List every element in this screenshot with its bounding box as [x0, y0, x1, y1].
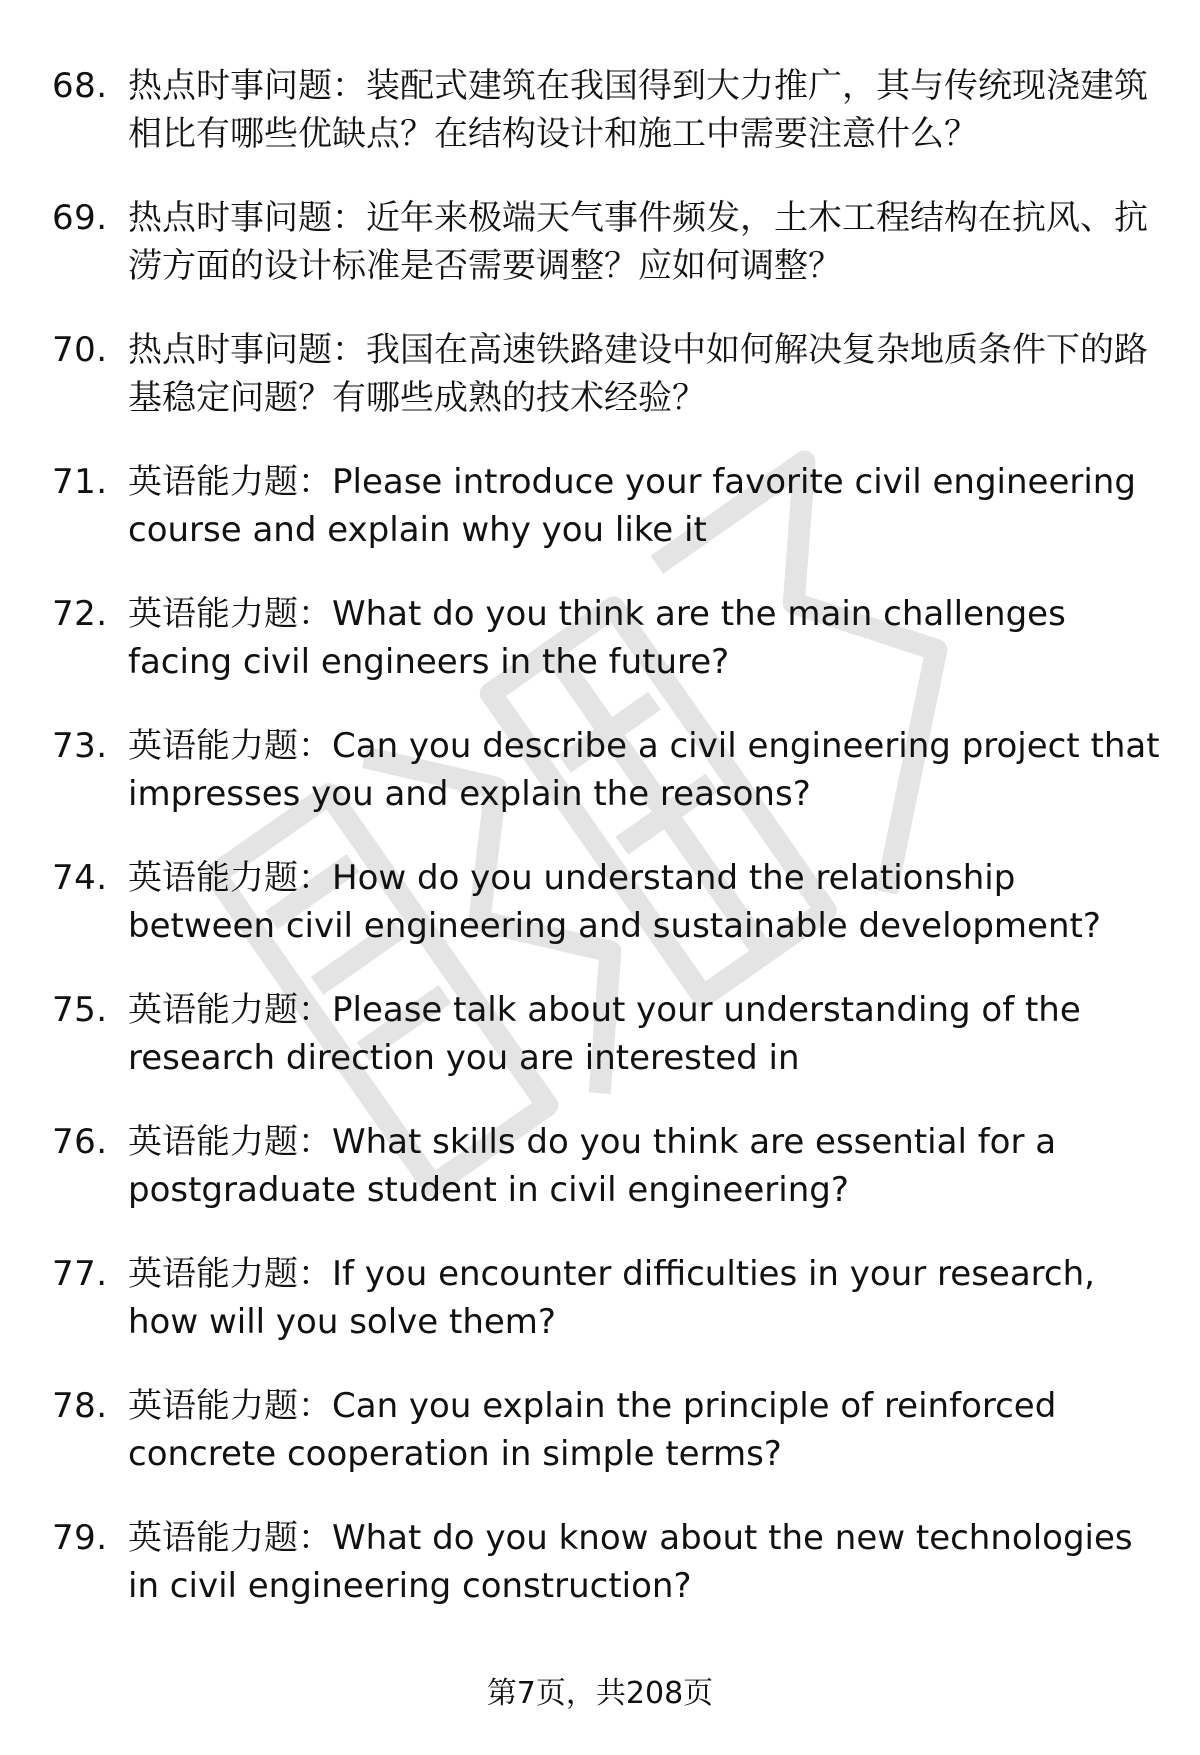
question-text: 热点时事问题：近年来极端天气事件频发，土木工程结构在抗风、抗涝方面的设计标准是否需要调整？应如何调整？ — [128, 198, 1148, 286]
page-footer: 第7页，共208页 — [486, 1676, 714, 1711]
question-number: 78. — [52, 1386, 108, 1426]
question-item — [0, 986, 1200, 1118]
question-number: 68. — [52, 66, 108, 106]
question-item — [0, 194, 1200, 326]
question-item — [0, 722, 1200, 854]
question-text: 英语能力题：What skills do you think are essential for a postgraduate student in civil engineering? — [128, 1122, 1057, 1210]
question-number: 71. — [52, 462, 108, 502]
question-text: 英语能力题：Can you explain the principle of reinforced concrete cooperation in simple terms? — [128, 1386, 1057, 1474]
question-item — [0, 1514, 1200, 1646]
question-text: 英语能力题：If you encounter difficulties in your research, how will you solve them? — [128, 1254, 1095, 1342]
question-text: 英语能力题：How do you understand the relationship between civil engineering and sustainable development? — [128, 858, 1101, 946]
question-number: 74. — [52, 858, 108, 898]
question-text: 热点时事问题：装配式建筑在我国得到大力推广，其与传统现浇建筑相比有哪些优缺点？在结构设计和施工中需要注意什么？ — [128, 66, 1148, 154]
question-text: 英语能力题：Can you describe a civil engineering project that impresses you and explain the reasons? — [128, 726, 1160, 814]
question-text: 英语能力题：Please talk about your understanding of the research direction you are interested in — [128, 990, 1081, 1078]
question-number: 76. — [52, 1122, 108, 1162]
question-item — [0, 590, 1200, 722]
question-item — [0, 1382, 1200, 1514]
question-text: 英语能力题：What do you know about the new technologies in civil engineering construction? — [128, 1518, 1133, 1606]
question-text: 热点时事问题：我国在高速铁路建设中如何解决复杂地质条件下的路基稳定问题？有哪些成熟的技术经验？ — [128, 330, 1148, 418]
question-number: 75. — [52, 990, 108, 1030]
question-number: 79. — [52, 1518, 108, 1558]
question-number: 69. — [52, 198, 108, 238]
question-number: 77. — [52, 1254, 108, 1294]
question-item — [0, 854, 1200, 986]
question-number: 72. — [52, 594, 108, 634]
question-item — [0, 1250, 1200, 1382]
question-list — [0, 62, 1200, 1646]
question-item — [0, 62, 1200, 194]
question-item — [0, 1118, 1200, 1250]
question-text: 英语能力题：What do you think are the main challenges facing civil engineers in the future? — [128, 594, 1066, 682]
question-number: 70. — [52, 330, 108, 370]
question-item — [0, 458, 1200, 590]
question-text: 英语能力题：Please introduce your favorite civil engineering course and explain why you like it — [128, 462, 1136, 550]
question-number: 73. — [52, 726, 108, 766]
question-item — [0, 326, 1200, 458]
